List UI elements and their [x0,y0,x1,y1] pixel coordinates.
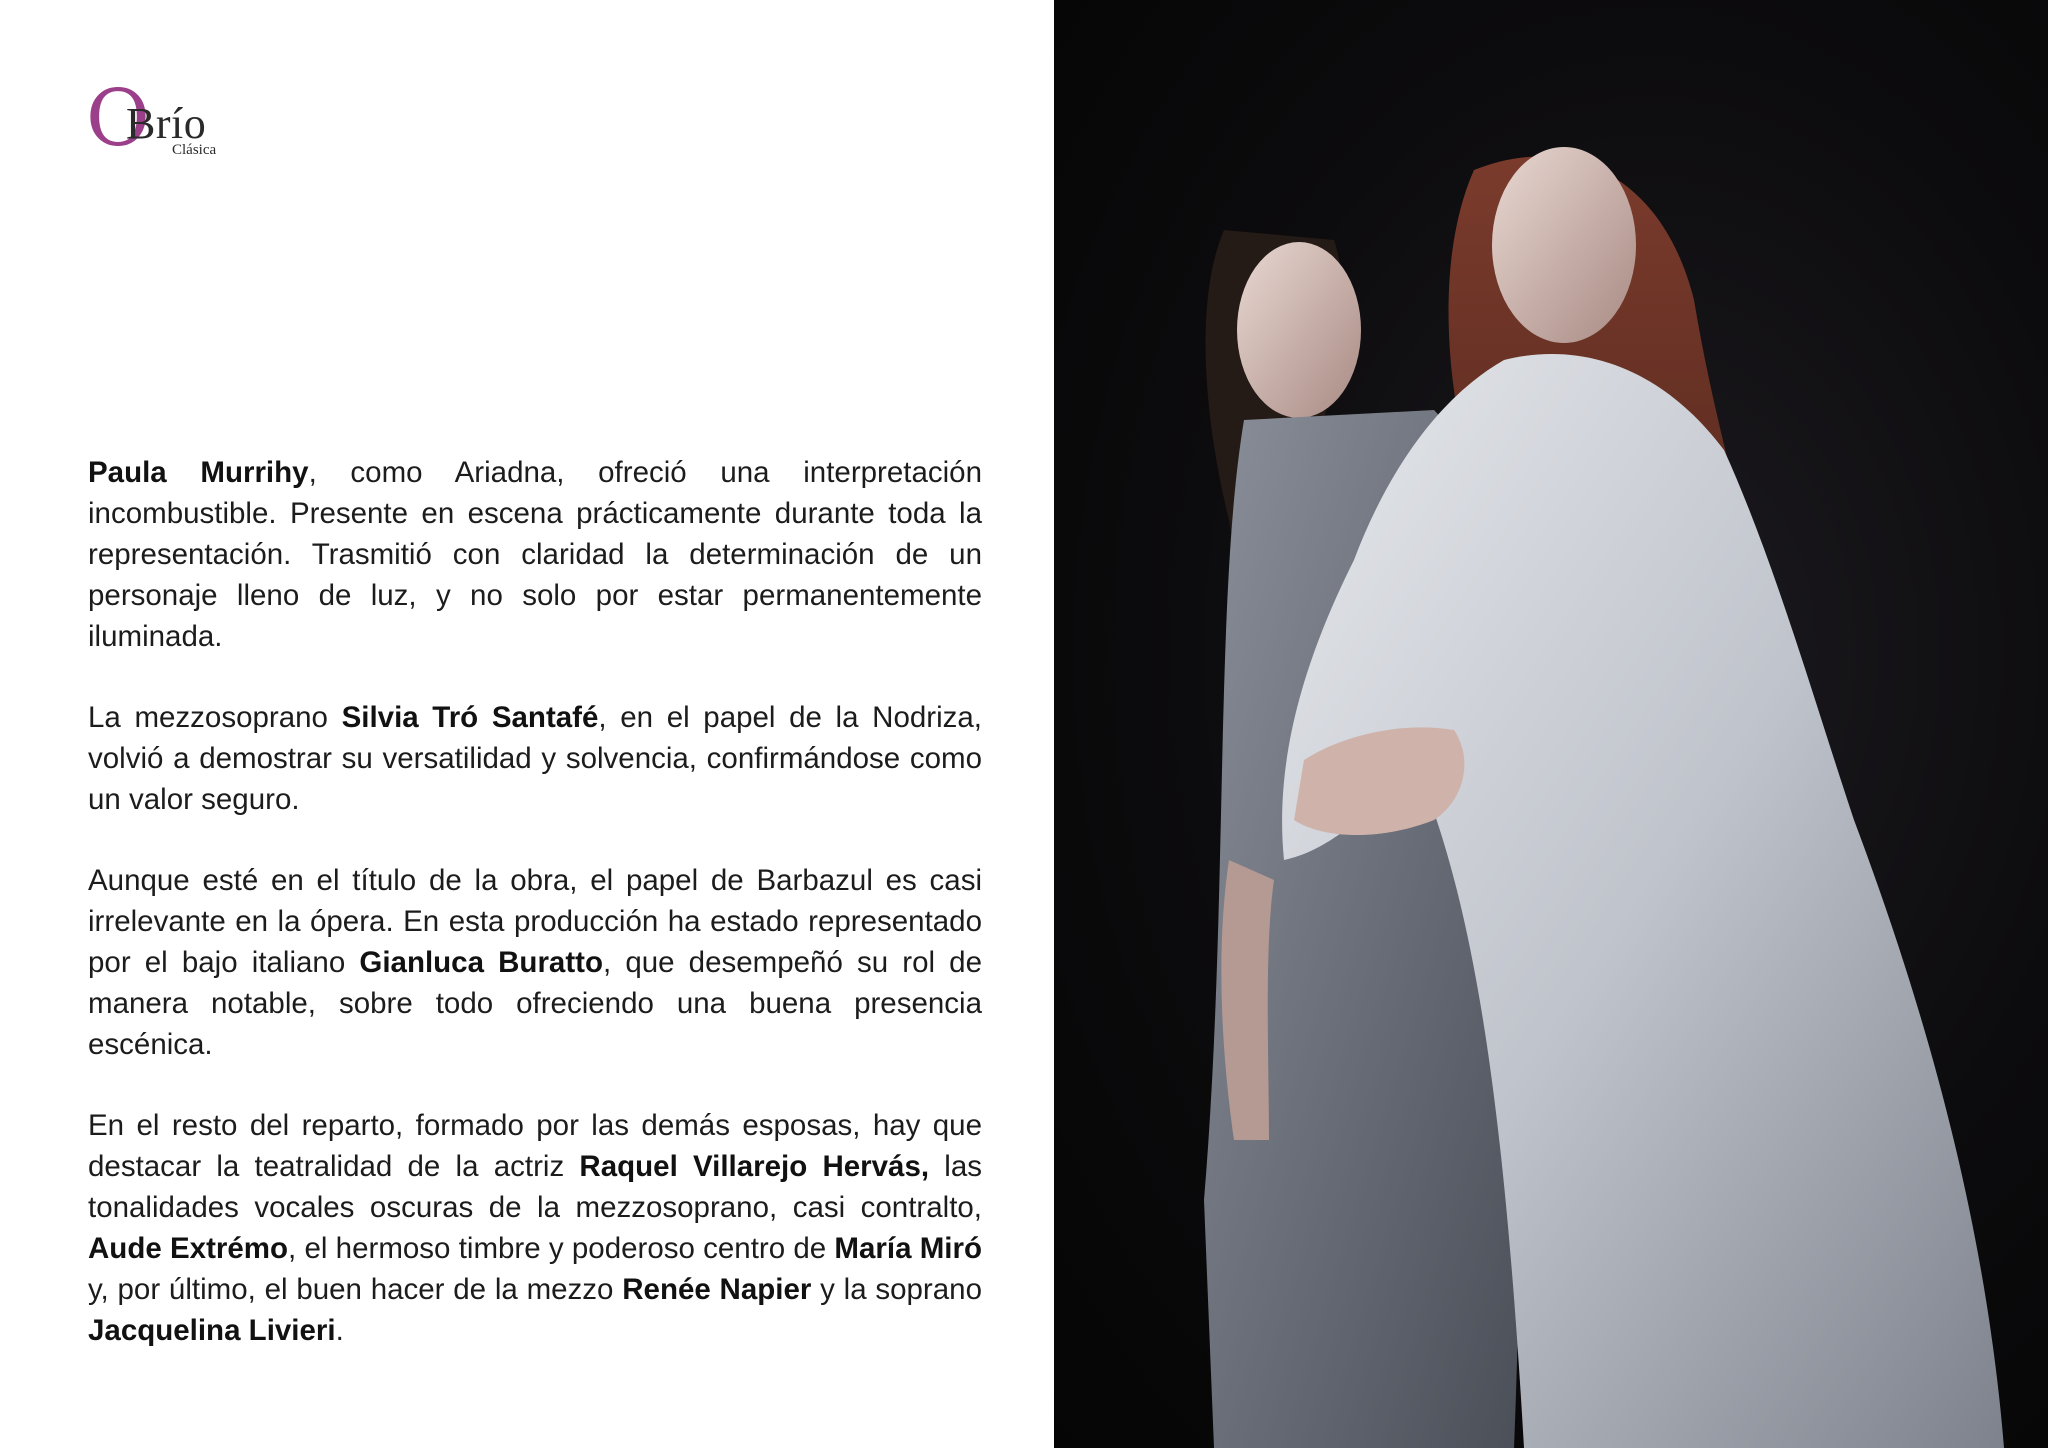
article-body [88,452,982,1391]
paragraph-text: , el hermoso timbre y poderoso centro de [288,1232,835,1265]
left-woman-arm [1221,860,1274,1140]
article-paragraph [88,1105,982,1351]
brio-clasica-logo [86,74,236,164]
logo-name: Brío [126,99,207,148]
right-woman-face [1492,147,1636,343]
paragraph-text: las tonalidades vocales oscuras de la mezzosoprano, casi contralto, [88,1150,982,1224]
article-paragraph [88,697,982,820]
paragraph-text: y, por último, el buen hacer de la mezzo [88,1273,623,1306]
logo-mark: O [86,74,150,164]
highlighted-name: Renée Napier [622,1273,812,1306]
highlighted-name: María Miró [834,1232,982,1265]
paragraph-text: . [335,1314,344,1347]
stage-photo [1054,0,2048,1448]
paragraph-text: , que desempeñó su rol de manera notable, sobre todo ofreciendo una buena presencia escénica. [88,946,982,1061]
highlighted-name: Gianluca Buratto [359,946,603,979]
paragraph-text: Aunque esté en el título de la obra, el papel de Barbazul es casi irrelevante en la ópera. En esta producción ha estado representado por el bajo italiano [88,864,982,979]
paragraph-text: , en el papel de la Nodriza, volvió a demostrar su versatilidad y solvencia, confirmándose como un valor seguro. [88,701,982,816]
left-woman-face [1237,242,1361,418]
paragraph-text: y la soprano [811,1273,982,1306]
highlighted-name: Raquel Villarejo Hervás, [579,1150,930,1183]
paragraph-text: En el resto del reparto, formado por las demás esposas, hay que destacar la teatralidad de la actriz [88,1109,982,1183]
highlighted-name: Aude Extrémo [88,1232,289,1265]
article-paragraph [88,860,982,1065]
highlighted-name: Paula Murrihy [88,456,309,489]
logo-subtitle: Clásica [172,142,217,158]
highlighted-name: Silvia Tró Santafé [341,701,599,734]
highlighted-name: Jacquelina Livieri [88,1314,336,1347]
paragraph-text: La mezzosoprano [88,701,342,734]
paragraph-text: , como Ariadna, ofreció una interpretación incombustible. Presente en escena prácticamente durante toda la representación. Trasmitió con claridad la determinación de un personaje lleno de luz, y no solo por estar permanentemente iluminada. [88,456,982,653]
stage-photo-illustration [1054,0,2048,1448]
article-paragraph [88,452,982,657]
